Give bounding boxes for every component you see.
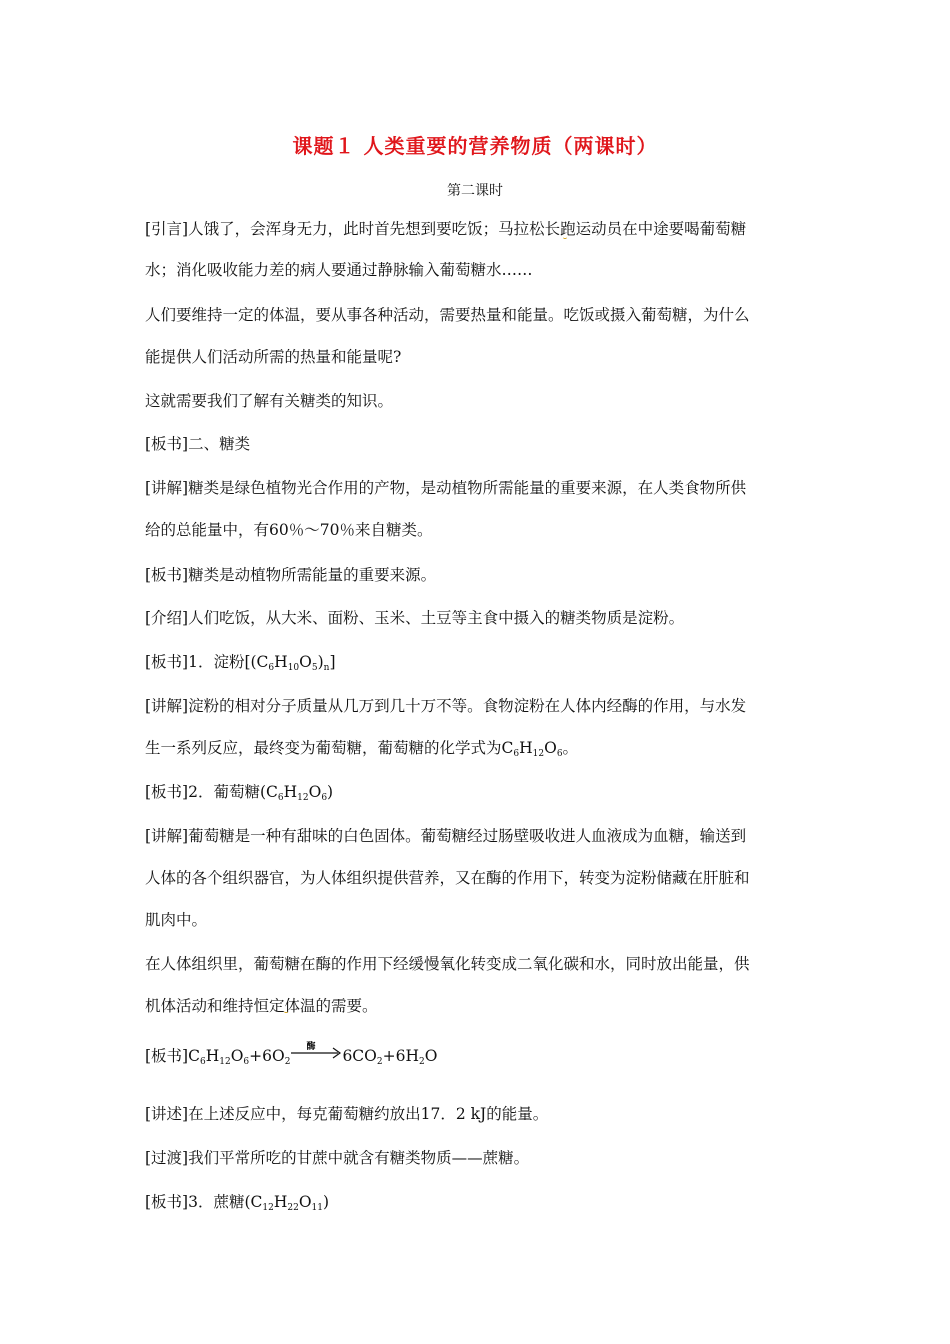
paragraph-energy-line-1: 人们要维持一定的体温，要从事各种活动，需要热量和能量。吃饭或摄入葡萄糖，为什么 xyxy=(145,306,750,324)
paragraph-explain-glucose-line-2: 人体的各个组织器官，为人体组织提供营养，又在酶的作用下，转变为淀粉储藏在肝脏和 xyxy=(145,869,750,887)
paragraph-transition-sucrose: [过渡]我们平常所吃的甘蔗中就含有糖类物质——蔗糖。 xyxy=(145,1149,530,1167)
paragraph-explain-starch-line-2: 生一系列反应，最终变为葡萄糖，葡萄糖的化学式为$C_6H_{12}O_6$。 xyxy=(145,739,579,759)
paragraph-explain-starch-line-1: [讲解]淀粉的相对分子质量从几万到几十万不等。食物淀粉在人体内经酶的作用，与水发 xyxy=(145,697,747,715)
paragraph-explain-sugars-line-1: [讲解]糖类是绿色植物光合作用的产物，是动植物所需能量的重要来源，在人类食物所供 xyxy=(145,479,747,497)
paragraph-knowledge: 这就需要我们了解有关糖类的知识。 xyxy=(145,392,394,410)
paragraph-intro-line-1: [引言]人饿了，会浑身无力，此时首先想到要吃饭；马拉松长跑运动员在中途要喝葡萄糖 xyxy=(145,220,747,238)
reaction-arrow-icon xyxy=(290,1042,342,1060)
paragraph-board-glucose: [板书]2．葡萄糖$(C_6H_{12}O_6)$ xyxy=(145,783,334,803)
paragraph-energy-line-2: 能提供人们活动所需的热量和能量呢? xyxy=(145,348,402,366)
paragraph-board-sugars: [板书]二、糖类 xyxy=(145,435,251,453)
paragraph-introduce-starch: [介绍]人们吃饭，从大米、面粉、玉米、土豆等主食中摄入的糖类物质是淀粉。 xyxy=(145,609,685,627)
paragraph-board-equation: [板书]$C_6H_{12}O_6+6O_2$ 酶 $6CO_2+6H_2O$ xyxy=(145,1046,815,1066)
paragraph-explain-sugars-line-2: 给的总能量中，有60％～70％来自糖类。 xyxy=(145,521,433,539)
paragraph-explain-glucose-line-1: [讲解]葡萄糖是一种有甜味的白色固体。葡萄糖经过肠壁吸收进人血液成为血糖，输送到 xyxy=(145,827,747,845)
paragraph-board-starch: [板书]1．淀粉$[(C_6H_{10}O_5)_n]$ xyxy=(145,653,336,673)
paragraph-energy-per-gram: [讲述]在上述反应中，每克葡萄糖约放出17．2 kJ的能量。 xyxy=(145,1105,549,1123)
page-title: 课题１ 人类重要的营养物质（两课时） xyxy=(292,134,658,158)
paragraph-intro-line-2: 水；消化吸收能力差的病人要通过静脉输入葡萄糖水…… xyxy=(145,261,533,279)
paragraph-oxidation-line-2: 机体活动和维持恒定体温的需要。 xyxy=(145,997,378,1015)
scan-mark xyxy=(563,235,567,239)
scan-mark xyxy=(284,1009,288,1013)
paragraph-oxidation-line-1: 在人体组织里，葡萄糖在酶的作用下经缓慢氧化转变成二氧化碳和水，同时放出能量，供 xyxy=(145,955,750,973)
paragraph-explain-glucose-line-3: 肌肉中。 xyxy=(145,911,208,929)
paragraph-board-sucrose: [板书]3．蔗糖$(C_{12}H_{22}O_{11})$ xyxy=(145,1193,330,1213)
page-subtitle: 第二课时 xyxy=(447,183,503,199)
paragraph-board-energy-source: [板书]糖类是动植物所需能量的重要来源。 xyxy=(145,566,437,584)
enzyme-label: 酶 xyxy=(306,1042,316,1052)
